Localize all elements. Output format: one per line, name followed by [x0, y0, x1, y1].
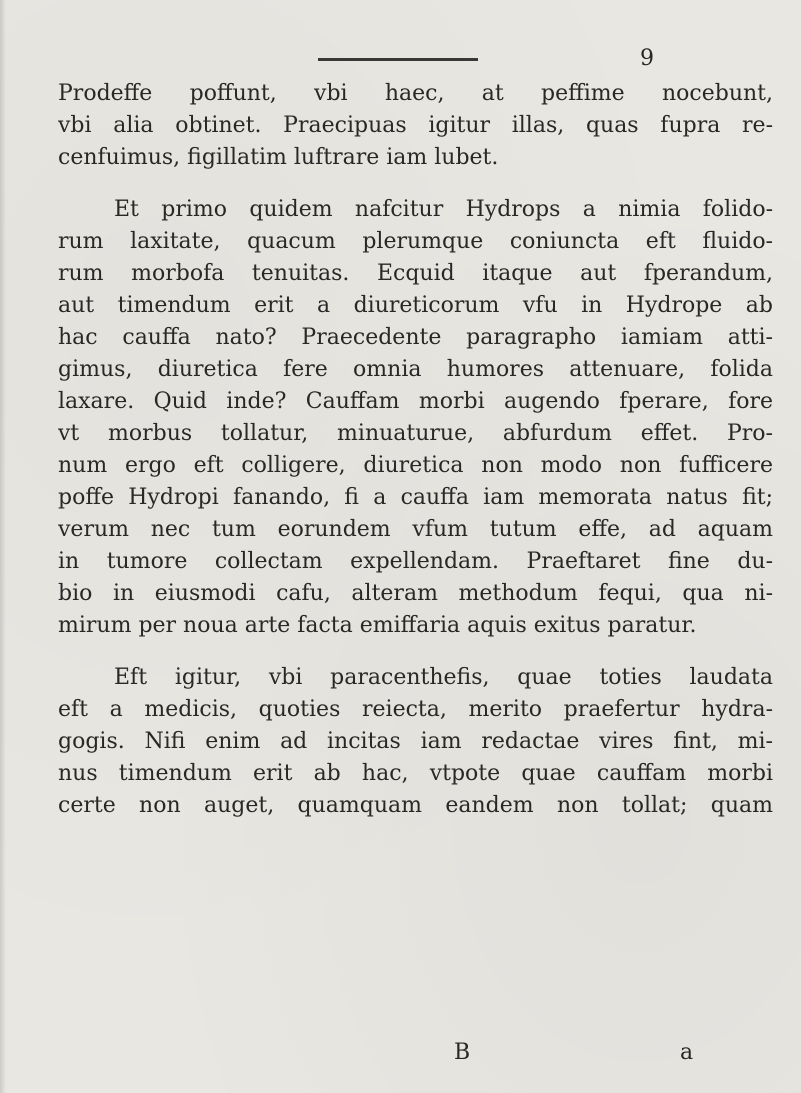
text-line: mirum per noua arte facta emiffaria aquis exitus paratur. [58, 613, 697, 638]
text-line: vt morbus tollatur, minuaturue, abfurdum effet. Pro- [58, 421, 773, 446]
text-line: eft a medicis, quoties reiecta, merito praefertur hydra- [58, 697, 773, 722]
text-line: bio in eiusmodi cafu, alteram methodum fequi, qua ni- [58, 581, 773, 606]
text-line: gogis. Nifi enim ad incitas iam redactae vires fint, mi- [58, 729, 773, 754]
text-line: aut timendum erit a diureticorum vfu in Hydrope ab [58, 293, 773, 318]
text-line: certe non auget, quamquam eandem non tollat; quam [58, 793, 773, 818]
body-text [58, 78, 773, 822]
page-edge-shadow [0, 0, 6, 1093]
text-line: verum nec tum eorundem vfum tutum effe, ad aquam [58, 517, 773, 542]
text-line: laxare. Quid inde? Cauffam morbi augendo fperare, fore [58, 389, 773, 414]
text-line: num ergo eft colligere, diuretica non modo non fufficere [58, 453, 773, 478]
text-line: nus timendum erit ab hac, vtpote quae cauffam morbi [58, 761, 773, 786]
page-footer [0, 1040, 801, 1072]
text-line: Et primo quidem nafcitur Hydrops a nimia folido- [114, 197, 773, 222]
text-line: hac cauffa nato? Praecedente paragrapho iamiam atti- [58, 325, 773, 350]
text-line: Eft igitur, vbi paracenthefis, quae toties laudata [114, 665, 773, 690]
catchword: a [680, 1040, 694, 1065]
text-line: poffe Hydropi fanando, fi a cauffa iam memorata natus fit; [58, 485, 773, 510]
text-line: cenfuimus, figillatim luftrare iam lubet. [58, 145, 499, 170]
signature-mark: B [454, 1040, 471, 1065]
text-line: vbi alia obtinet. Praecipuas igitur illas, quas fupra re- [58, 113, 773, 138]
page-number: 9 [640, 46, 654, 71]
header-rule [318, 58, 478, 61]
text-line: Prodeffe poffunt, vbi haec, at peffime nocebunt, [58, 81, 773, 106]
paragraph-1 [58, 78, 773, 174]
text-line: rum laxitate, quacum plerumque coniuncta eft fluido- [58, 229, 773, 254]
paragraph-3 [58, 662, 773, 822]
text-line: gimus, diuretica fere omnia humores attenuare, folida [58, 357, 773, 382]
text-line: in tumore collectam expellendam. Praeftaret fine du- [58, 549, 773, 574]
text-line: rum morbofa tenuitas. Ecquid itaque aut fperandum, [58, 261, 773, 286]
paragraph-2 [58, 194, 773, 642]
